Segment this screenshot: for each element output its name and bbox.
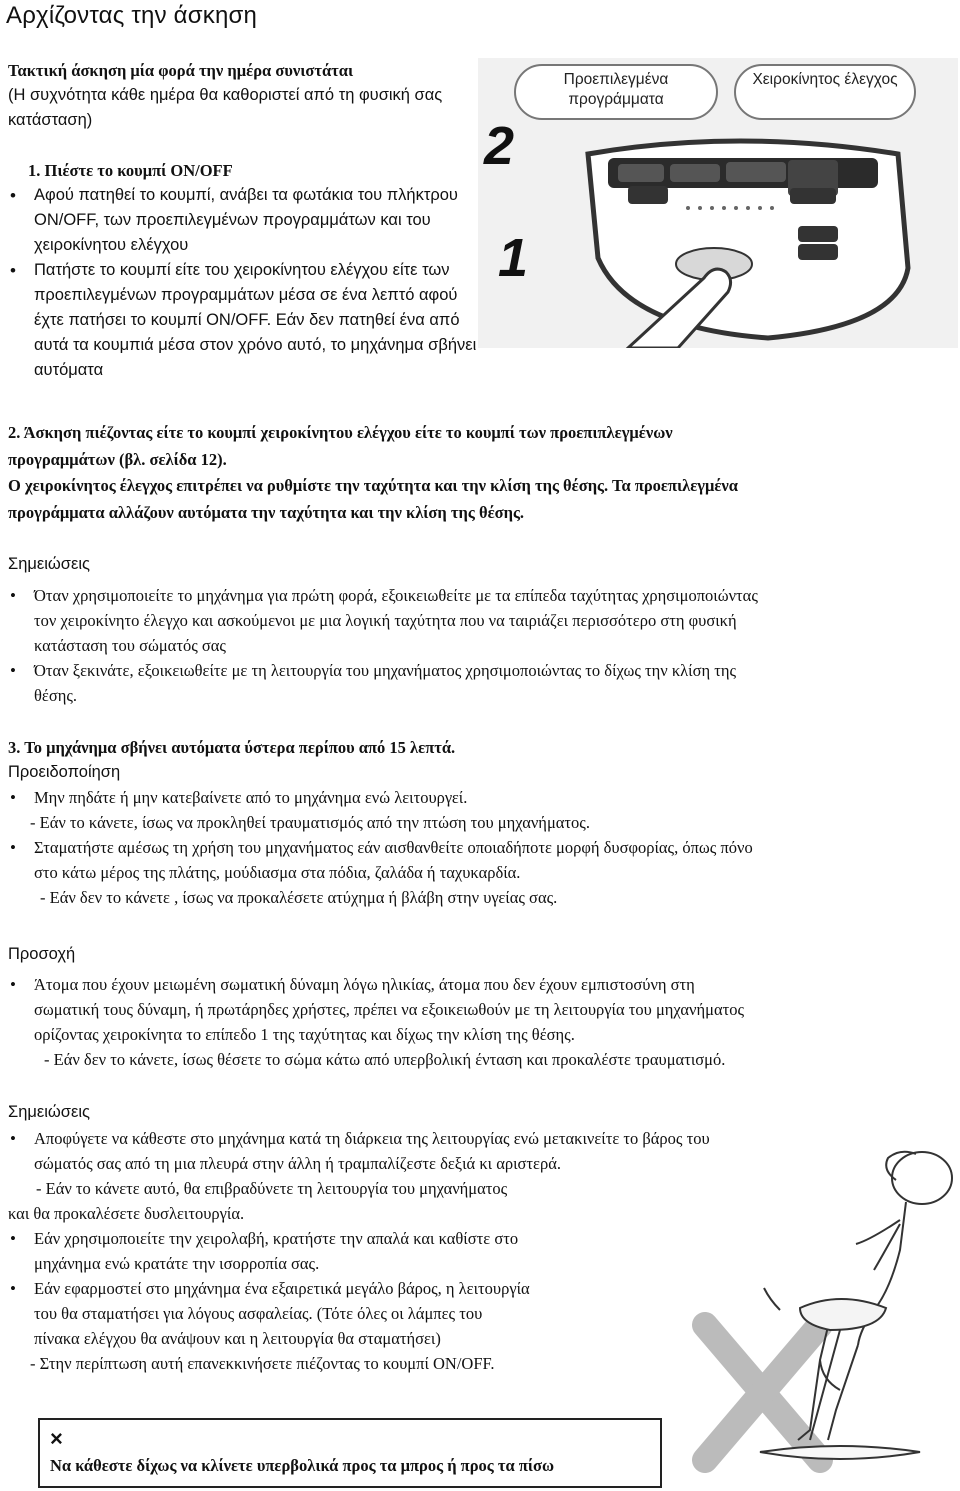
forward-button bbox=[798, 226, 838, 242]
step1-section bbox=[8, 158, 478, 383]
posture-warning-box bbox=[38, 1418, 662, 1488]
step-number-1: 1 bbox=[498, 228, 529, 288]
slower-button bbox=[628, 186, 668, 204]
back-button bbox=[798, 244, 838, 260]
panel-drawing bbox=[478, 58, 958, 348]
prohibition-cross-icon bbox=[705, 1325, 820, 1460]
step2-section bbox=[8, 420, 953, 526]
warning-bullet-2: • Σταματήστε αμέσως τη χρήση του μηχανήματος εάν αισθανθείτε οποιαδήποτε μορφή δυσφορίας, όπως πόνο στο κάτω μέρος της πλάτης, μούδιασμα στα πόδια, ζαλάδα ή ταχυκαρδία. bbox=[8, 835, 948, 885]
notes2-heading: Σημειώσεις bbox=[8, 1103, 90, 1121]
step2-line-1: 2. Άσκηση πιέζοντας είτε το κουμπί χειροκίνητου ελέγχου είτε το κουμπί των προεπιπλεγμένων bbox=[8, 423, 673, 442]
notes2-bullet-3-consequence: - Στην περίπτωση αυτή επανεκκινήσετε πιέζοντας το κουμπί ON/OFF. bbox=[30, 1354, 495, 1373]
notes1-bullet-1: • Όταν χρησιμοποιείτε το μηχάνημα για πρώτη φορά, εξοικειωθείτε με τα επίπεδα ταχύτητας χρησιμοποιώντας τον χειροκίνητο έλεγχο και ασκούμενοι με μια λογική ταχύτητα που να ταιριάζει περισσότερο στη φυσική κατάσταση του σώματός σας bbox=[8, 583, 948, 658]
step1-bullet-1: • Αφού πατηθεί το κουμπί, ανάβει τα φωτάκια του πλήκτρου ON/OFF, των προεπιλεγμένων προγραμμάτων και του χειροκίνητου ελέγχου bbox=[8, 183, 478, 258]
step3-section bbox=[8, 735, 948, 910]
notes2-bullet-2: • Εάν χρησιμοποιείτε την χειρολαβή, κρατήστε την απαλά και καθίστε στο μηχάνημα ενώ κρατάτε την ισορροπία σας. bbox=[8, 1226, 948, 1276]
notes2-bullet-1-consequence-2: και θα προκαλέσετε δυσλειτουργία. bbox=[8, 1204, 245, 1223]
notes-section-1 bbox=[8, 552, 948, 708]
notes2-bullet-3: • Εάν εφαρμοστεί στο μηχάνημα ένα εξαιρετικά μεγάλο βάρος, η λειτουργία του θα σταματήσει για λόγους ασφαλείας. (Τότε όλες οι λάμπες του πίνακα ελέγχου θα ανάψουν και η λειτουργία θα σταματήσει) bbox=[8, 1276, 948, 1351]
manual-control-label: Χειροκίνητος έλεγχος bbox=[734, 64, 916, 120]
notes-heading: Σημειώσεις bbox=[8, 555, 90, 573]
step1-bullet-2: • Πατήστε το κουμπί είτε του χειροκίνητου ελέγχου είτε των προεπιλεγμένων προγραμμάτων μέσα σε ένα λεπτό αφού έχτε πατήσει το κουμπί ON/OFF. Εάν δεν πατηθεί ένα από αυτά τα κουμπιά μέσα στον χρόνο αυτό, το μηχάνημα σβήνει αυτόματα bbox=[8, 258, 478, 383]
step-number-2: 2 bbox=[484, 116, 515, 176]
step1-heading: 1. Πιέστε το κουμπί ON/OFF bbox=[28, 161, 233, 180]
control-panel-illustration bbox=[478, 58, 958, 348]
page-title: Αρχίζοντας την άσκηση bbox=[6, 2, 258, 29]
posture-warning-text: Να κάθεστε δίχως να κλίνετε υπερβολικά προς τα μπρος ή προς τα πίσω bbox=[50, 1456, 555, 1475]
intro-frequency: (Η συχνότητα κάθε ημέρα θα καθοριστεί από τη φυσική σας κατάσταση) bbox=[8, 86, 443, 129]
caution-heading: Προσοχή bbox=[8, 945, 76, 963]
cross-mark-icon: × bbox=[50, 1426, 63, 1451]
notes1-bullet-2: • Όταν ξεκινάτε, εξοικειωθείτε με τη λειτουργία του μηχανήματος χρησιμοποιώντας το δίχως την κλίση της θέσης. bbox=[8, 658, 948, 708]
warning-bullet-1: • Μην πηδάτε ή μην κατεβαίνετε από το μηχάνημα ενώ λειτουργεί. bbox=[8, 785, 948, 810]
step2-line-2: προγραμμάτων (βλ. σελίδα 12). bbox=[8, 449, 227, 469]
warning-bullet-1-consequence: - Εάν το κάνετε, ίσως να προκληθεί τραυματισμός από την πτώση του μηχανήματος. bbox=[30, 813, 590, 832]
step3-heading: 3. Το μηχάνημα σβήνει αυτόματα ύστερα περίπου από 15 λεπτά. bbox=[8, 738, 456, 757]
intro bbox=[8, 58, 478, 133]
notes2-bullet-1: • Αποφύγετε να κάθεστε στο μηχάνημα κατά τη διάρκεια της λειτουργίας ενώ μετακινείτε το βάρος του σώματός σας από τη μια πλευρά στην άλλη ή τραμπαλίζεστε δεξιά κι αριστερά. bbox=[8, 1126, 948, 1176]
warning-heading: Προειδοποίηση bbox=[8, 763, 121, 781]
faster-button bbox=[790, 188, 836, 204]
intro-recommendation: Τακτική άσκηση μία φορά την ημέρα συνιστάται bbox=[8, 61, 354, 80]
notes2-bullet-1-consequence: - Εάν το κάνετε αυτό, θα επιβραδύνετε τη λειτουργία του μηχανήματος bbox=[36, 1179, 508, 1198]
incorrect-posture-illustration bbox=[660, 1140, 960, 1490]
caution-consequence: - Εάν δεν το κάνετε, ίσως θέσετε το σώμα κάτω από υπερβολική ένταση και προκαλέστε τραυματισμό. bbox=[44, 1050, 726, 1069]
caution-section bbox=[8, 942, 948, 1072]
caution-bullet: • Άτομα που έχουν μειωμένη σωματική δύναμη λόγω ηλικίας, άτομα που δεν έχουν εμπιστοσύνη στη σωματική τους δύναμη, ή πρωτάρηδες χρήστες, πρέπει να εξοικειωθούν με τη λειτουργία του μηχανήματος ορίζοντας χειροκίνητα το επίπεδο 1 της ταχύτητας και δίχως την κλίση της θέσης. bbox=[8, 972, 948, 1047]
step2-line-4: προγράμματα αλλάζουν αυτόματα την ταχύτητα και την κλίση της θέσης. bbox=[8, 502, 525, 522]
step2-line-3: Ο χειροκίνητος έλεγχος επιτρέπει να ρυθμίστε την ταχύτητα και την κλίση της θέσης. Τα προεπιλεγμένα bbox=[8, 476, 738, 495]
warning-bullet-2-consequence: - Εάν δεν το κάνετε , ίσως να προκαλέσετε ατύχημα ή βλάβη στην υγείας σας. bbox=[40, 888, 558, 907]
presets-label: Προεπιλεγμένα προγράμματα bbox=[514, 64, 718, 120]
